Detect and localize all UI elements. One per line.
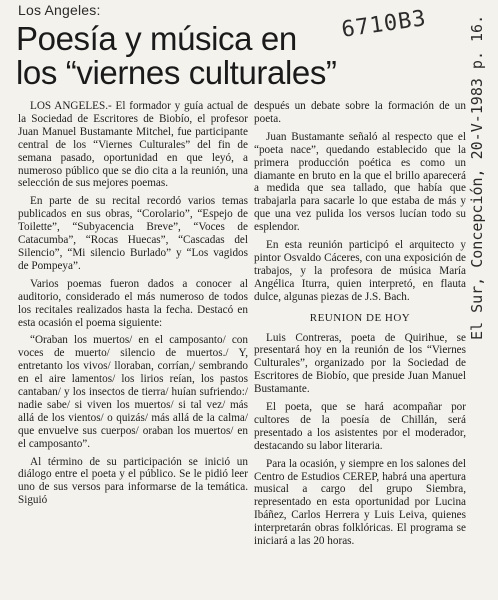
dateline-kicker: Los Angeles: bbox=[18, 2, 101, 18]
headline-line-2: los “viernes culturales” bbox=[16, 54, 337, 91]
handwritten-code: 6710B3 bbox=[340, 6, 429, 43]
paragraph: En esta reunión participó el arquitecto y pintor Osvaldo Cáceres, con una exposición de trabajos, y la profesora de música María Angélica Iturra, quien interpretó, en flauta dulce, algunas piezas de J.S. Bach. bbox=[254, 239, 466, 303]
paragraph: Para la ocasión, y siempre en los salones del Centro de Estudios CEREP, habrá una apertura musical a cargo del grupo Siembra, representado en esta oportunidad por Lucina Ibáñez, Carlos Herrera y Luis Leiva, quienes interpretarán obras folklóricas. El programa se iniciará a las 20 horas. bbox=[254, 457, 466, 548]
poem-paragraph: “Oraban los muertos/ en el camposanto/ con voces de muerto/ silencio de muertos./ Y, entretanto los vivos/ lloraban, corrían,/ sembrando en el aire lamentos/ los lirios reían, los pastos cantaban/ y los insectos de tierra/ huían sufriendo:/ nadie sabe/ si viven los muertos/ si tal vez/ más allá de los vientos/ o quizás/ más allá de la calma/ que envuelve sus cuerpos/ oraban los muertos/ en el camposanto”. bbox=[18, 334, 248, 450]
paragraph: Luis Contreras, poeta de Quirihue, se presentará hoy en la reunión de los “Viernes Culturales”, organizado por la Sociedad de Escritores de Biobío, que preside Juan Manuel Bustamante. bbox=[254, 331, 466, 396]
paragraph: El poeta, que se hará acompañar por cultores de la poesía de Chillán, será presentado a los asistentes por el moderador, destacando su labor literaria. bbox=[254, 401, 466, 452]
paragraph: En parte de su recital recordó varios temas publicados en sus obras, “Corolario”, “Espejo de Toilette”, “Subyacencia Breve”, “Voces de Catacumba”, “Rocas Huecas”, “Cascadas del Silencio”, “Mi silencio Burlado” y “Los vagidos de Pompeya”. bbox=[18, 195, 248, 272]
paragraph: LOS ANGELES.- El formador y guía actual de la Sociedad de Escritores de Biobío, el profesor Juan Manuel Bustamante Mitchel, fue participante central de los “Viernes Culturales” del fin de semana pasado, oportunidad en que leyó, a numeroso público que se dio cita a la reunión, una selección de sus mejores poemas. bbox=[18, 100, 248, 190]
paragraph: Juan Bustamante señaló al respecto que el “poeta nace”, quedando establecido que la primera producción poética es como un diamante en bruto en la que el brillo aparecerá a medida que sea tallado, que había que trabajarla para sacarle lo que estaba de más y que una vez pulida los versos lucían todo su esplendor. bbox=[254, 130, 466, 234]
handwritten-source-note: El Sur, Concepción, 20-V-1983 p. 16. bbox=[468, 14, 486, 340]
paragraph: después un debate sobre la formación de un poeta. bbox=[254, 100, 466, 125]
paragraph: Al término de su participación se inició un diálogo entre el poeta y el público. Se le pidió leer uno de sus versos para informarse de la temática. Siguió bbox=[18, 455, 248, 507]
headline-line-1: Poesía y música en bbox=[16, 20, 297, 57]
subheading: REUNION DE HOY bbox=[309, 311, 411, 324]
article-column-right bbox=[254, 100, 466, 553]
paragraph: Varios poemas fueron dados a conocer al auditorio, considerado el más numeroso de todos los recitales realizados hasta la fecha. Destacó en esta ocasión el poema siguiente: bbox=[18, 277, 248, 329]
article-column-left bbox=[18, 100, 248, 512]
